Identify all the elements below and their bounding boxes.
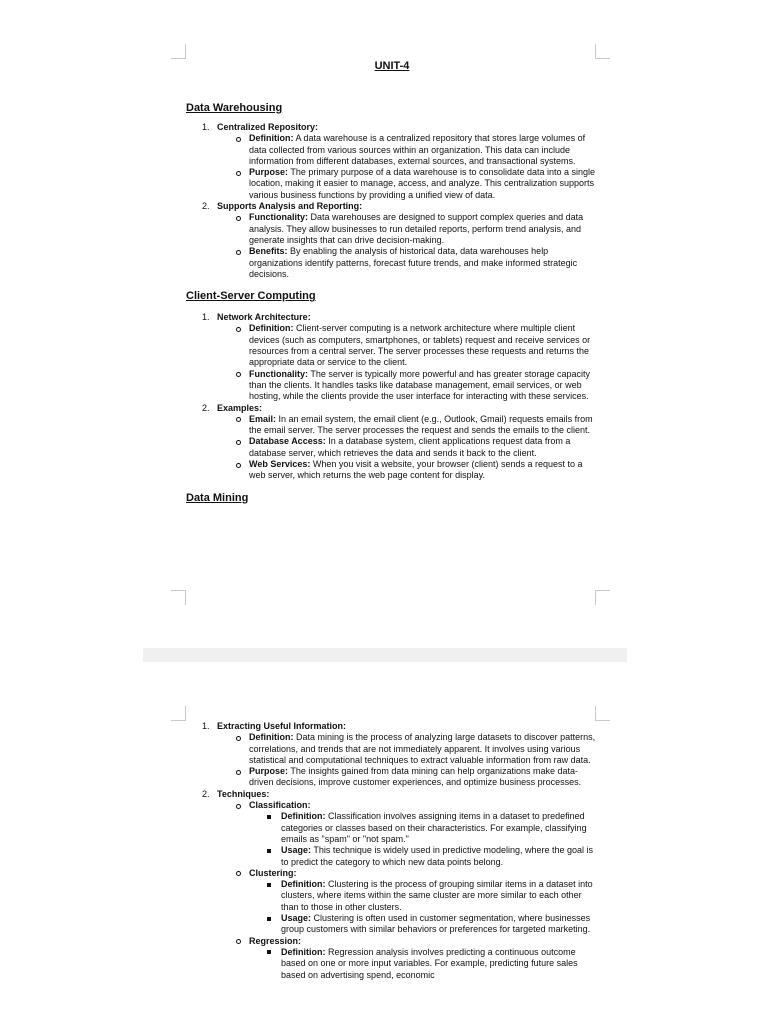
page-corner-mark — [595, 44, 610, 59]
page-corner-mark — [595, 590, 610, 605]
bullet-text: The server is typically more powerful and has greater storage capacity than the clients. It handles tasks like database management, email services, or web hosting, while the clients provide the user interface for interacting with these services. — [249, 368, 590, 402]
item-number: 1. — [202, 721, 210, 731]
sub-bullet-item — [265, 947, 598, 981]
sub-bullet-list — [249, 811, 598, 867]
item-number: 2. — [202, 402, 210, 413]
list-item — [202, 122, 598, 201]
document-page-2 — [143, 662, 627, 1024]
list-item — [202, 403, 598, 482]
list-item — [202, 312, 598, 402]
bullet-label: Definition: — [249, 323, 294, 334]
section-heading: Data Warehousing — [186, 102, 283, 114]
sub-bullet-text: Classification involves assigning items in a dataset to predefined categories or classes based on their characteristics. For example, classifying emails as "spam" or "not spam." — [281, 811, 587, 844]
page-1-content — [186, 60, 598, 504]
sub-bullet-item — [265, 879, 598, 913]
sub-bullet-text: Regression analysis involves predicting a continuous outcome based on one or more input variables. For example, predicting future sales based on advertising spend, economic — [281, 946, 578, 980]
sub-bullet-text: Clustering is often used in customer segmentation, where businesses group customers with similar behaviors or preferences for targeted marketing. — [281, 913, 591, 935]
bullet-label: Database Access: — [249, 436, 326, 447]
sub-bullet-label: Definition: — [281, 946, 326, 957]
page-corner-mark — [171, 590, 186, 605]
bullet-text: A data warehouse is a centralized repository that stores large volumes of data collected from various sources within an organization. This data can include information from different databases, external sources, and transactional systems. — [249, 133, 586, 166]
bullet-item — [233, 167, 598, 201]
sub-bullet-list — [249, 879, 598, 935]
bullet-item — [233, 414, 598, 437]
sub-bullet-item — [265, 913, 598, 936]
sub-bullet-label: Usage: — [281, 845, 312, 856]
document-page-1 — [143, 0, 627, 648]
page-corner-mark — [171, 44, 186, 59]
bullet-item — [233, 766, 598, 789]
item-number: 1. — [202, 312, 210, 323]
bullet-label: Functionality: — [249, 212, 308, 223]
bullet-label: Classification: — [249, 800, 311, 811]
page-corner-mark — [171, 706, 186, 721]
bullet-item — [233, 246, 598, 280]
bullet-label: Functionality: — [249, 368, 308, 379]
item-number: 1. — [202, 122, 210, 132]
bullet-text: When you visit a website, your browser (client) sends a request to a web server, which returns the web page content for display. — [249, 459, 583, 481]
bullet-label: Definition: — [249, 133, 294, 144]
item-heading: Centralized Repository: — [217, 122, 319, 132]
bullet-text: In a database system, client applications request data from a database server, which retrieves the data and sends it back to the client. — [249, 436, 571, 458]
bullet-text: The insights gained from data mining can help organizations make data-driven decisions, improve customer experiences, and optimize business processes. — [249, 766, 582, 788]
sub-bullet-text: This technique is widely used in predictive modeling, where the goal is to predict the category to which new data points belong. — [281, 845, 594, 867]
page-2-content — [186, 721, 598, 981]
item-heading: Techniques: — [217, 788, 270, 799]
bullet-label: Benefits: — [249, 246, 288, 257]
bullet-label: Web Services: — [249, 459, 311, 470]
list-item — [202, 789, 598, 981]
bullet-text: Data mining is the process of analyzing large datasets to discover patterns, correlations, and trends that are not immediately apparent. It involves using various statistical and computational techniques to extract valuable information from raw data. — [249, 732, 596, 765]
bullet-item — [233, 133, 598, 167]
item-heading: Extracting Useful Information: — [217, 721, 347, 731]
numbered-list — [186, 312, 598, 481]
sub-bullet-list — [249, 947, 598, 981]
sub-bullet-label: Definition: — [281, 811, 326, 822]
item-heading: Supports Analysis and Reporting: — [217, 201, 363, 212]
item-heading: Examples: — [217, 402, 263, 413]
bullet-item — [233, 800, 598, 868]
bullet-item — [233, 732, 598, 766]
numbered-list — [186, 122, 598, 280]
bullet-list — [217, 323, 598, 402]
sub-bullet-label: Usage: — [281, 913, 312, 924]
bullet-label: Clustering: — [249, 867, 297, 878]
bullet-label: Purpose: — [249, 167, 289, 178]
item-number: 2. — [202, 201, 210, 212]
bullet-item — [233, 323, 598, 368]
bullet-label: Regression: — [249, 935, 302, 946]
sub-bullet-text: Clustering is the process of grouping similar items in a dataset into clusters, where items within the same cluster are more similar to each other than to those in other clusters. — [281, 879, 593, 912]
sub-bullet-label: Definition: — [281, 879, 326, 890]
page-corner-mark — [595, 706, 610, 721]
bullet-text: In an email system, the email client (e.g., Outlook, Gmail) requests emails from the email server. The server processes the request and sends the emails to the client. — [249, 413, 593, 436]
bullet-label: Definition: — [249, 732, 294, 743]
bullet-item — [233, 868, 598, 936]
bullet-list — [217, 212, 598, 280]
bullet-text: By enabling the analysis of historical data, data warehouses help organizations identify patterns, forecast future trends, and make informed strategic decisions. — [249, 246, 578, 279]
bullet-label: Purpose: — [249, 766, 289, 777]
item-number: 2. — [202, 788, 210, 799]
bullet-list — [217, 800, 598, 981]
list-item — [202, 201, 598, 280]
bullet-text: Data warehouses are designed to support complex queries and data analysis. They allow businesses to run detailed reports, perform trend analysis, and generate insights that can drive decision-making. — [249, 212, 584, 245]
bullet-list — [217, 133, 598, 201]
bullet-item — [233, 212, 598, 246]
bullet-item — [233, 369, 598, 403]
bullet-item — [233, 436, 598, 459]
numbered-list — [186, 721, 598, 981]
bullet-text: The primary purpose of a data warehouse is to consolidate data into a single location, making it easier to manage, access, and analyze. This centralization supports various business functions by providing a unified view of data. — [249, 167, 596, 200]
bullet-list — [217, 732, 598, 788]
list-item — [202, 721, 598, 789]
sub-bullet-item — [265, 811, 598, 845]
page-separator — [143, 648, 627, 662]
sub-bullet-item — [265, 845, 598, 868]
page-title: UNIT-4 — [374, 60, 410, 72]
bullet-label: Email: — [249, 413, 277, 424]
bullet-item — [233, 459, 598, 482]
section-heading: Data Mining — [186, 491, 249, 504]
bullet-list — [217, 414, 598, 482]
item-heading: Network Architecture: — [217, 312, 311, 323]
section-heading: Client-Server Computing — [186, 290, 316, 303]
bullet-text: Client-server computing is a network architecture where multiple client devices (such as computers, smartphones, or tablets) request and receive services or resources from a central server. The server processes these requests and returns the appropriate data or service to the client. — [249, 323, 591, 368]
bullet-item — [233, 936, 598, 981]
